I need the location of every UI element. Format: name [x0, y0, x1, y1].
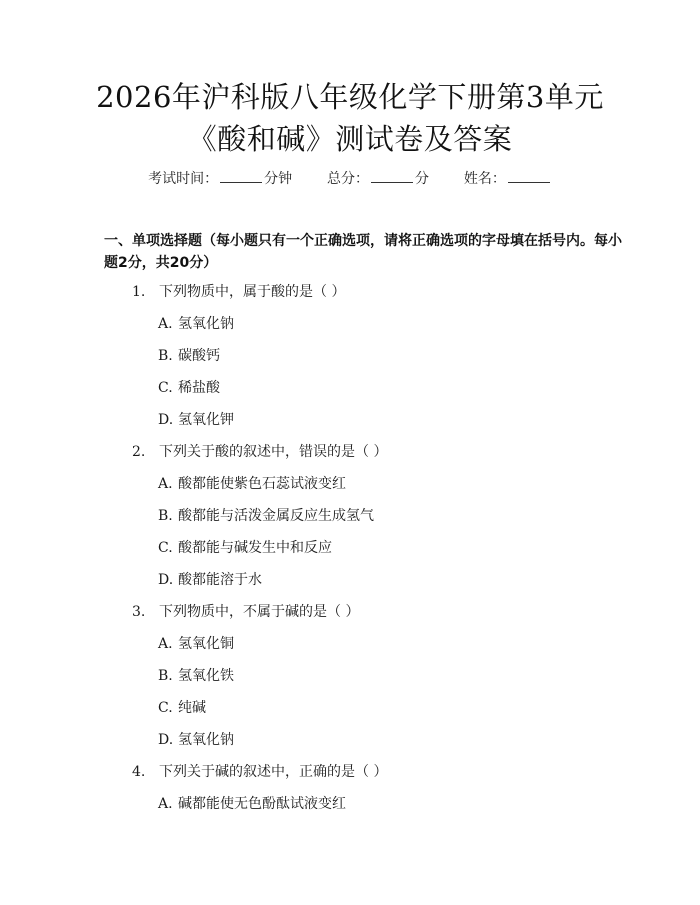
question-3-option-b[interactable] [158, 667, 234, 685]
exam-time-unit: 分钟 [264, 171, 293, 187]
question-number: 3. [132, 604, 146, 620]
question-3 [132, 603, 359, 621]
question-1 [132, 283, 345, 301]
option-text: 氢氧化钠 [178, 732, 234, 748]
option-letter: B. [158, 668, 173, 684]
option-text: 氢氧化钾 [178, 412, 234, 428]
section-heading: 一、单项选择题（每小题只有一个正确选项，请将正确选项的字母填在括号内。每小题2分，共20分） [104, 233, 622, 271]
student-name-label: 姓名： [463, 171, 506, 187]
total-score-unit: 分 [415, 171, 429, 187]
option-text: 氢氧化铁 [178, 668, 234, 684]
question-1-option-b[interactable] [158, 347, 220, 365]
question-number: 1. [132, 284, 146, 300]
option-text: 纯碱 [178, 700, 206, 716]
option-letter: B. [158, 508, 173, 524]
question-2-option-b[interactable] [158, 507, 374, 525]
option-letter: A. [158, 636, 173, 652]
option-letter: A. [158, 476, 173, 492]
exam-meta-line [0, 170, 700, 188]
option-text: 酸都能溶于水 [178, 572, 262, 588]
option-text: 酸都能使紫色石蕊试液变红 [178, 476, 346, 492]
question-text: 下列物质中，属于酸的是（ ） [159, 284, 346, 300]
option-letter: D. [158, 572, 174, 588]
question-number: 4. [132, 764, 146, 780]
question-4-option-a[interactable] [158, 795, 346, 813]
question-2-option-d[interactable] [158, 571, 262, 589]
question-text: 下列关于酸的叙述中，错误的是（ ） [159, 444, 388, 460]
question-text: 下列关于碱的叙述中，正确的是（ ） [159, 764, 388, 780]
question-2-option-a[interactable] [158, 475, 346, 493]
exam-time-blank[interactable] [220, 170, 262, 183]
option-text: 酸都能与活泼金属反应生成氢气 [178, 508, 374, 524]
option-text: 酸都能与碱发生中和反应 [178, 540, 332, 556]
option-text: 碱都能使无色酚酞试液变红 [178, 796, 346, 812]
option-text: 氢氧化铜 [178, 636, 234, 652]
question-3-option-d[interactable] [158, 731, 234, 749]
question-3-option-a[interactable] [158, 635, 234, 653]
option-letter: B. [158, 348, 173, 364]
question-3-option-c[interactable] [158, 699, 206, 717]
document-title: 2026年沪科版八年级化学下册第3单元《酸和碱》测试卷及答案 [96, 80, 604, 156]
total-score-blank[interactable] [371, 170, 413, 183]
question-text: 下列物质中，不属于碱的是（ ） [159, 604, 360, 620]
question-2-option-c[interactable] [158, 539, 332, 557]
question-2 [132, 443, 387, 461]
question-4 [132, 763, 387, 781]
option-letter: D. [158, 412, 174, 428]
exam-time-label: 考试时间： [148, 171, 219, 187]
question-1-option-d[interactable] [158, 411, 234, 429]
option-text: 稀盐酸 [178, 380, 220, 396]
student-name-blank[interactable] [508, 170, 550, 183]
option-text: 氢氧化钠 [178, 316, 234, 332]
option-letter: C. [158, 540, 173, 556]
total-score-label: 总分： [327, 171, 369, 187]
option-letter: C. [158, 380, 173, 396]
question-number: 2. [132, 444, 146, 460]
question-1-option-a[interactable] [158, 315, 234, 333]
option-letter: C. [158, 700, 173, 716]
option-text: 碳酸钙 [178, 348, 220, 364]
option-letter: A. [158, 316, 173, 332]
question-1-option-c[interactable] [158, 379, 220, 397]
option-letter: D. [158, 732, 174, 748]
option-letter: A. [158, 796, 173, 812]
